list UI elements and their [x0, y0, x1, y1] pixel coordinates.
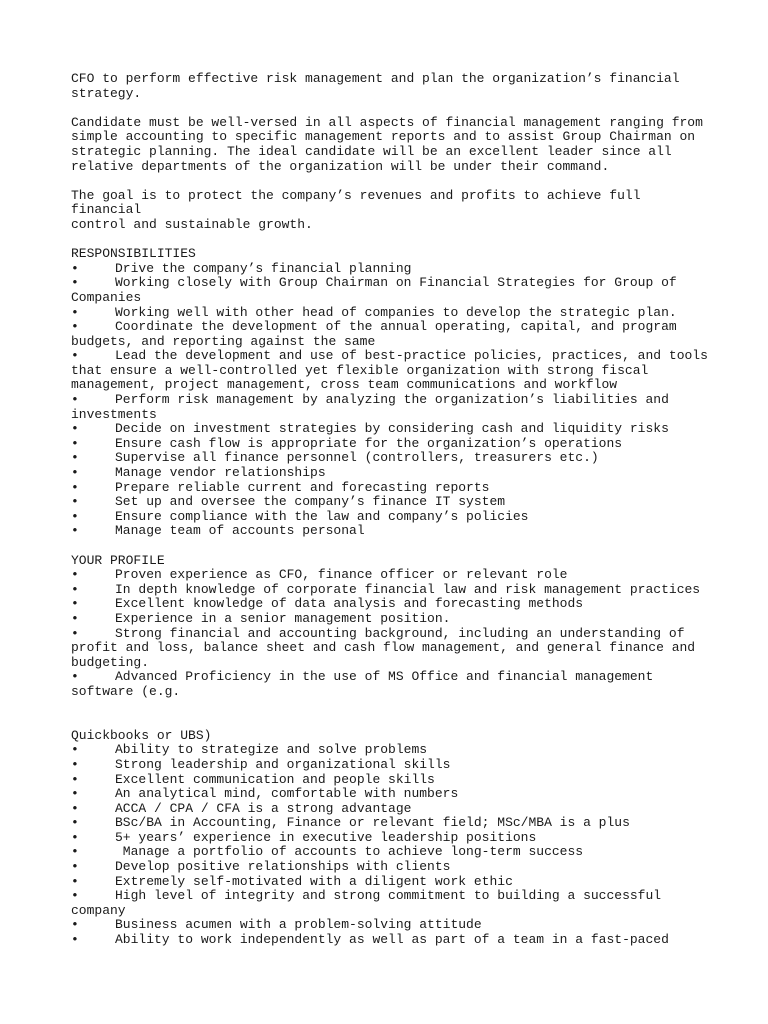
list-item-text: Ability to strategize and solve problems	[115, 742, 428, 758]
bullet-icon: •	[71, 392, 79, 408]
list-item	[71, 802, 711, 817]
intro-paragraph-2: Candidate must be well-versed in all aspects of financial management ranging from simple accounting to specific management reports and to assist Group Chairman on strategic planning. The ideal candidate will be an excellent leader since all relative departments of the organization will be under their command.	[71, 114, 703, 174]
list-item-text: Strong leadership and organizational skills	[115, 756, 451, 772]
list-item-text: Perform risk management by analyzing the organization’s liabilities and investments	[71, 392, 669, 422]
list-item	[71, 276, 711, 305]
bullet-icon: •	[71, 260, 79, 276]
list-item-text: Ensure compliance with the law and company’s policies	[115, 508, 529, 524]
profile-continuation: Quickbooks or UBS)	[71, 727, 212, 743]
list-item	[71, 845, 711, 860]
list-item-text: Manage a portfolio of accounts to achieve long-term success	[115, 844, 584, 860]
list-item	[71, 758, 711, 773]
list-item-text: Strong financial and accounting background, including an understanding of profit and loss, balance sheet and cash flow management, and general finance and budgeting.	[71, 625, 696, 670]
list-item	[71, 466, 711, 481]
list-item	[71, 320, 711, 349]
list-item-text: Experience in a senior management position.	[115, 610, 451, 626]
bullet-icon: •	[71, 932, 79, 948]
list-item	[71, 773, 711, 788]
list-item	[71, 889, 711, 918]
bullet-icon: •	[71, 450, 79, 466]
bullet-icon: •	[71, 800, 79, 816]
list-item	[71, 918, 711, 933]
list-item-text: Proven experience as CFO, finance officer or relevant role	[115, 567, 568, 583]
list-item-text: Coordinate the development of the annual operating, capital, and program budgets, and reporting against the same	[71, 319, 677, 349]
profile-list	[71, 568, 711, 699]
list-item	[71, 306, 711, 321]
list-item	[71, 612, 711, 627]
list-item-text: Manage team of accounts personal	[115, 523, 365, 539]
list-item	[71, 495, 711, 510]
bullet-icon: •	[71, 829, 79, 845]
list-item	[71, 670, 711, 699]
list-item	[71, 875, 711, 890]
list-item-text: Drive the company’s financial planning	[115, 260, 412, 276]
bullet-icon: •	[71, 494, 79, 510]
bullet-icon: •	[71, 348, 79, 364]
responsibilities-heading: RESPONSIBILITIES	[71, 246, 196, 262]
list-item	[71, 816, 711, 831]
list-item-text: Excellent knowledge of data analysis and forecasting methods	[115, 596, 584, 612]
bullet-icon: •	[71, 888, 79, 904]
bullet-icon: •	[71, 435, 79, 451]
bullet-icon: •	[71, 421, 79, 437]
list-item-text: Lead the development and use of best-practice policies, practices, and tools that ensure a well-controlled yet flexible organization with strong fiscal management, project management, cross team communications and workflow	[71, 348, 708, 393]
list-item-text: Advanced Proficiency in the use of MS Office and financial management software (e.g.	[71, 669, 654, 699]
list-item-text: Ensure cash flow is appropriate for the organization’s operations	[115, 435, 623, 451]
bullet-icon: •	[71, 581, 79, 597]
bullet-icon: •	[71, 815, 79, 831]
bullet-icon: •	[71, 859, 79, 875]
list-item-text: An analytical mind, comfortable with numbers	[115, 786, 459, 802]
intro-paragraph-3: The goal is to protect the company’s revenues and profits to achieve full financial control and sustainable growth.	[71, 187, 641, 232]
bullet-icon: •	[71, 742, 79, 758]
list-item-text: Manage vendor relationships	[115, 465, 326, 481]
list-item	[71, 262, 711, 277]
bullet-icon: •	[71, 786, 79, 802]
bullet-icon: •	[71, 479, 79, 495]
bullet-icon: •	[71, 319, 79, 335]
list-item-text: Decide on investment strategies by considering cash and liquidity risks	[115, 421, 669, 437]
bullet-icon: •	[71, 275, 79, 291]
list-item	[71, 349, 711, 393]
list-item-text: Set up and oversee the company’s finance IT system	[115, 494, 506, 510]
bullet-icon: •	[71, 771, 79, 787]
list-item-text: Working closely with Group Chairman on Financial Strategies for Group of Companies	[71, 275, 677, 305]
bullet-icon: •	[71, 567, 79, 583]
bullet-icon: •	[71, 596, 79, 612]
list-item	[71, 860, 711, 875]
list-item-text: Develop positive relationships with clients	[115, 859, 451, 875]
list-item	[71, 481, 711, 496]
list-item-text: Working well with other head of companies to develop the strategic plan.	[115, 304, 677, 320]
list-item	[71, 524, 711, 539]
document-page	[71, 72, 711, 948]
list-item	[71, 451, 711, 466]
list-item	[71, 422, 711, 437]
bullet-icon: •	[71, 304, 79, 320]
bullet-icon: •	[71, 756, 79, 772]
bullet-icon: •	[71, 465, 79, 481]
bullet-icon: •	[71, 844, 79, 860]
list-item	[71, 583, 711, 598]
list-item-text: Prepare reliable current and forecasting reports	[115, 479, 490, 495]
bullet-icon: •	[71, 610, 79, 626]
list-item-text: Excellent communication and people skills	[115, 771, 435, 787]
bullet-icon: •	[71, 508, 79, 524]
list-item-text: ACCA / CPA / CFA is a strong advantage	[115, 800, 412, 816]
list-item	[71, 510, 711, 525]
bullet-icon: •	[71, 523, 79, 539]
list-item	[71, 743, 711, 758]
list-item-text: 5+ years’ experience in executive leadership positions	[115, 829, 537, 845]
list-item	[71, 597, 711, 612]
bullet-icon: •	[71, 669, 79, 685]
profile-list-continued	[71, 743, 711, 947]
list-item-text: Ability to work independently as well as part of a team in a fast-paced	[115, 932, 669, 948]
list-item-text: In depth knowledge of corporate financial law and risk management practices	[115, 581, 701, 597]
bullet-icon: •	[71, 625, 79, 641]
responsibilities-list	[71, 262, 711, 539]
list-item	[71, 831, 711, 846]
list-item-text: High level of integrity and strong commitment to building a successful company	[71, 888, 662, 918]
list-item-text: Extremely self-motivated with a diligent work ethic	[115, 873, 513, 889]
list-item-text: Supervise all finance personnel (controllers, treasurers etc.)	[115, 450, 599, 466]
list-item-text: BSc/BA in Accounting, Finance or relevant field; MSc/MBA is a plus	[115, 815, 630, 831]
list-item	[71, 437, 711, 452]
list-item	[71, 933, 711, 948]
list-item	[71, 787, 711, 802]
list-item	[71, 393, 711, 422]
list-item	[71, 627, 711, 671]
bullet-icon: •	[71, 873, 79, 889]
profile-heading: YOUR PROFILE	[71, 552, 165, 568]
bullet-icon: •	[71, 917, 79, 933]
list-item-text: Business acumen with a problem-solving attitude	[115, 917, 482, 933]
intro-paragraph-1: CFO to perform effective risk management and plan the organization’s financial strategy.	[71, 71, 680, 101]
list-item	[71, 568, 711, 583]
